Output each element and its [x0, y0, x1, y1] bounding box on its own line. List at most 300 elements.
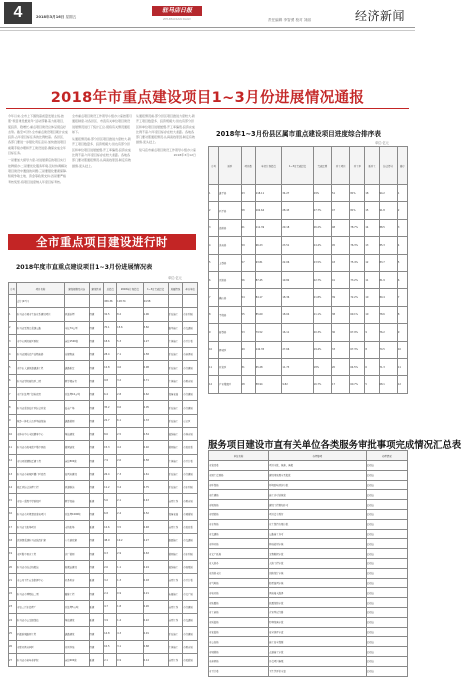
table-cell: 9: [209, 324, 219, 341]
table-cell: 11: [209, 358, 219, 375]
table-cell: 供电接入服务: [269, 588, 367, 598]
table-cell: 16: [9, 507, 17, 520]
table-cell: 11: [397, 358, 407, 375]
table-header-row: [9, 283, 198, 295]
table-cell: 八车道改建: [64, 534, 89, 547]
table-cell: 13: [9, 467, 17, 480]
column-header: 1~3月完成投资: [282, 147, 313, 185]
table-cell: 市污水处理厂提标改造: [17, 388, 65, 401]
table-cell: 33: [332, 341, 350, 358]
table-cell: 6: [9, 374, 17, 387]
table-cell: 正在施工: [168, 361, 183, 374]
table-cell: 驻马店高铁站片区综合开发: [17, 401, 65, 414]
table-cell: 3.2: [104, 574, 117, 587]
table-cell: 正在施工: [168, 627, 183, 640]
table-cell: 已办结: [366, 480, 407, 490]
table-row: [9, 374, 198, 387]
table-cell: 9: [397, 324, 407, 341]
table-cell: 市电业局: [209, 588, 269, 598]
column-header: 总投资: [104, 283, 117, 295]
table-cell: 续建: [89, 348, 104, 361]
table-cell: 新建: [89, 494, 104, 507]
table-cell: 消防设计审核: [269, 568, 367, 578]
table-cell: 已办结: [366, 509, 407, 519]
column-header: 开工率: [350, 147, 365, 185]
table-cell: 市卫计委: [183, 574, 198, 587]
table-cell: 市质监局: [209, 617, 269, 627]
table-cell: 22.06: [282, 254, 313, 271]
table-cell: 34.27: [282, 185, 313, 202]
table-cell: 正在施工: [168, 348, 183, 361]
table-cell: 12: [9, 454, 17, 467]
table-cell: 7: [9, 388, 17, 401]
table-row: [209, 185, 408, 202]
table-cell: 布展施工: [168, 587, 183, 600]
table-cell: [89, 295, 104, 308]
table-cell: 13: [365, 237, 379, 254]
table-cell: 市公共卫生应急指挥中心: [17, 574, 65, 587]
table-cell: 新建: [89, 574, 104, 587]
table-cell: 市商务局: [183, 348, 198, 361]
table-cell: 已办结: [366, 598, 407, 608]
table-row: [209, 219, 408, 236]
table-cell: 91.8: [379, 202, 397, 219]
table-cell: 驻马店市老城区棚户区改造: [17, 467, 65, 480]
table-cell: 0.18: [143, 574, 168, 587]
table-cell: 外资项目备案: [269, 656, 367, 666]
table-cell: 市国土资源局: [209, 470, 269, 480]
table-cell: 28: [241, 376, 255, 393]
table-cell: 已办结: [366, 461, 407, 471]
table-cell: 56: [241, 271, 255, 288]
table-cell: 15.3: [104, 441, 117, 454]
table-cell: 装饰施工: [168, 427, 183, 440]
table-cell: 0.24: [143, 560, 168, 573]
table-cell: 58.94: [255, 376, 282, 393]
table-cell: 12: [209, 376, 219, 393]
table-cell: 项目资金拨付: [269, 509, 367, 519]
table-cell: 市中心医院新区医院: [17, 334, 65, 347]
table-cell: 12: [397, 376, 407, 393]
table-cell: 7.1: [117, 348, 143, 361]
table-cell: 市地震局: [209, 598, 269, 608]
table-cell: 31: [241, 358, 255, 375]
table-row: [9, 560, 198, 573]
table-cell: 11: [9, 441, 17, 454]
table-cell: 11.73: [282, 358, 313, 375]
table-row: [9, 574, 198, 587]
table-cell: 22.7: [104, 414, 117, 427]
table-row: [209, 637, 408, 647]
table-cell: 7.3: [117, 467, 143, 480]
table-row: [9, 547, 198, 560]
table-row: [209, 656, 408, 666]
table-cell: 1.33: [143, 414, 168, 427]
table-cell: 3.5: [117, 521, 143, 534]
table-cell: 39: [332, 289, 350, 306]
table-cell: 西平县: [219, 202, 242, 219]
newspaper-logo-sub: ZHUMADIAN DAILY: [163, 17, 191, 21]
table-cell: 72.2%: [350, 289, 365, 306]
table-cell: 15: [365, 202, 379, 219]
table-cell: 已办结: [366, 500, 407, 510]
column-header: 新开工: [365, 147, 379, 185]
table-cell: 续建: [89, 547, 104, 560]
table-row: [9, 494, 198, 507]
table-cell: 74.5: [379, 341, 397, 358]
table-cell: 续建: [89, 507, 104, 520]
city-table-title: 2018年度市直重点建设项目1~3月份进展情况表: [16, 264, 153, 271]
table-cell: 11.2: [104, 481, 117, 494]
table-row: [9, 627, 198, 640]
table-cell: 续建: [89, 467, 104, 480]
table-cell: 路面施工: [168, 534, 183, 547]
table-cell: 水厂管网: [64, 547, 89, 560]
table-cell: 2: [397, 202, 407, 219]
table-cell: 市交通局: [183, 614, 198, 627]
table-cell: 已办结: [366, 627, 407, 637]
table-cell: 驻马店市城市生态水系建设项目: [17, 308, 65, 321]
table-cell: 驻马店学院新校区二期: [17, 374, 65, 387]
table-cell: 2.9: [117, 547, 143, 560]
table-cell: 2.4: [104, 587, 117, 600]
table-cell: 抗震设防审批: [269, 598, 367, 608]
main-headline: 2018年市重点建设项目1~3月份进展情况通报: [50, 89, 365, 106]
table-cell: 已办结: [366, 549, 407, 559]
table-row: [209, 519, 408, 529]
table-cell: 安置房建设: [64, 467, 89, 480]
table-cell: 续建: [89, 441, 104, 454]
newspaper-logo: 驻马店日报: [152, 6, 202, 16]
table-cell: 安全条件审查: [269, 627, 367, 637]
table-cell: 58: [241, 202, 255, 219]
table-cell: 0.9: [117, 587, 143, 600]
table-cell: 24.4%: [313, 237, 331, 254]
table-cell: 36: [332, 324, 350, 341]
table-cell: 开发区: [219, 358, 242, 375]
table-cell: 项目审批、核准、备案: [269, 461, 367, 471]
column-header: 项目数: [241, 147, 255, 185]
table-cell: 续建: [89, 361, 104, 374]
table-row: [209, 617, 408, 627]
table-cell: 驻马店市博物馆二期: [17, 587, 65, 600]
table-cell: 市城管局: [209, 647, 269, 657]
table-cell: 2.5: [117, 427, 143, 440]
table-cell: 市财政局: [209, 509, 269, 519]
table-row: [209, 289, 408, 306]
section-title: 经济新闻: [354, 9, 405, 23]
table-cell: 0.75: [143, 481, 168, 494]
table-cell: 场站建设: [64, 614, 89, 627]
table-cell: 6.4: [104, 388, 117, 401]
table-cell: 16.11: [282, 324, 313, 341]
table-cell: 前期工作: [168, 574, 183, 587]
table-cell: 续建: [89, 640, 104, 653]
table-cell: 93.81: [255, 254, 282, 271]
table-cell: 已办结: [366, 490, 407, 500]
table-cell: 教学设施: [64, 494, 89, 507]
table-cell: 市环保局: [209, 480, 269, 490]
table-cell: 驿城区: [219, 341, 242, 358]
table-cell: 正在施工: [168, 308, 183, 321]
service-table-title: 服务项目建设市直有关单位各类服务审批事项完成情况汇总表: [208, 440, 461, 451]
table-row: [209, 358, 408, 375]
table-cell: 主体施工: [168, 454, 183, 467]
table-cell: 续建: [89, 401, 104, 414]
table-row: [9, 441, 198, 454]
table-row: [9, 427, 198, 440]
county-ranking-table: [208, 146, 408, 394]
table-cell: 站前广场: [64, 401, 89, 414]
table-cell: 21: [9, 574, 17, 587]
table-cell: 0.21: [143, 587, 168, 600]
table-cell: 20: [332, 358, 350, 375]
table-cell: 59: [241, 237, 255, 254]
table-cell: 5: [365, 376, 379, 393]
table-cell: 市第三污水处理厂: [17, 600, 65, 613]
table-cell: 10: [365, 289, 379, 306]
table-cell: 市林业局: [209, 539, 269, 549]
table-cell: 2.1: [104, 654, 117, 667]
table-cell: 市水利局: [183, 308, 198, 321]
table-cell: 西部新城路网工程: [17, 627, 65, 640]
table-cell: 14.8: [104, 627, 117, 640]
table-cell: 防雷装置审核: [269, 578, 367, 588]
table-cell: 0.9: [117, 654, 143, 667]
table-cell: 10: [365, 306, 379, 323]
table-cell: 0.22: [143, 614, 168, 627]
table-cell: 73.2%: [350, 271, 365, 288]
table-cell: 0.63: [143, 547, 168, 560]
table-cell: 57: [241, 254, 255, 271]
table-cell: 市教育局: [183, 494, 198, 507]
table-cell: 23.51: [282, 237, 313, 254]
table-cell: 9: [365, 324, 379, 341]
column-header: 进展情况: [168, 283, 183, 295]
table-cell: 0.48: [143, 521, 168, 534]
table-cell: 市商务局: [209, 656, 269, 666]
table-row: [9, 414, 198, 427]
table-cell: 64.5%: [350, 358, 365, 375]
table-row: [9, 654, 198, 667]
table-cell: 18%: [313, 358, 331, 375]
table-cell: 正在施工: [168, 467, 183, 480]
table-cell: 河道治理: [64, 308, 89, 321]
table-cell: 0.92: [143, 441, 168, 454]
table-cell: 0.14: [143, 654, 168, 667]
table-cell: 建设用地预审及报批: [269, 470, 367, 480]
table-cell: 市交通局: [183, 534, 198, 547]
table-cell: 前期工作: [168, 614, 183, 627]
table-cell: [183, 295, 198, 308]
table-cell: 汝南县: [219, 237, 242, 254]
table-row: [209, 237, 408, 254]
column-header: 序号: [9, 283, 17, 295]
table-cell: 6: [209, 271, 219, 288]
table-cell: 8: [209, 306, 219, 323]
table-cell: 10: [9, 427, 17, 440]
table-cell: 2.27: [143, 534, 168, 547]
table-cell: 9.3: [104, 547, 117, 560]
table-cell: 0.98: [143, 361, 168, 374]
table-cell: 85.3: [379, 237, 397, 254]
table-cell: 市住建局: [183, 600, 198, 613]
table-cell: 16.7%: [313, 376, 331, 393]
column-header: 单位名称: [209, 451, 269, 461]
table-cell: 10: [397, 341, 407, 358]
table-cell: 京港澳高速驻马店段改扩建: [17, 534, 65, 547]
table-cell: 驻马店飞机场项目: [17, 521, 65, 534]
table-cell: [64, 295, 89, 308]
table-cell: 市水利局: [183, 481, 198, 494]
column-header: 办理情况: [366, 451, 407, 461]
table-cell: 道路管网: [64, 414, 89, 427]
table-row: [209, 529, 408, 539]
column-header: 排序: [397, 147, 407, 185]
table-cell: 驻马店市综合档案馆: [17, 560, 65, 573]
table-cell: 2.1: [117, 494, 143, 507]
table-row: [209, 666, 408, 676]
table-cell: 18.04: [282, 306, 313, 323]
table-cell: 3.82: [143, 321, 168, 334]
table-cell: 1.96: [143, 308, 168, 321]
table-cell: 前期工作: [168, 521, 183, 534]
table-cell: 市第一高级中学新校区: [17, 494, 65, 507]
table-row: [9, 388, 198, 401]
table-row: [209, 539, 408, 549]
page-number: 4: [4, 2, 32, 24]
table-row: [209, 470, 408, 480]
intro-paragraph: 从通报情况看,部分县区项目推进力度较大,新开工项目数量多、投资规模大;但也有部分县区和单位项目进展缓慢,开工率偏低,投资完成比例不高,与年度目标存在较大差距。各地各部门要对照通报情况,认真查找原因,制定有效措施,迎头赶上。: [136, 114, 195, 145]
intro-column-middle: [72, 114, 132, 230]
table-cell: 65.28: [255, 358, 282, 375]
table-cell: 市文广局: [183, 587, 198, 600]
table-cell: 8: [9, 401, 17, 414]
table-cell: 8.2: [117, 308, 143, 321]
column-header: 办理事项: [269, 451, 367, 461]
table-cell: 81.9: [379, 271, 397, 288]
table-cell: 54: [241, 289, 255, 306]
table-cell: 日处理1000吨: [64, 507, 89, 520]
table-row: [9, 308, 198, 321]
table-cell: 5.6: [104, 494, 117, 507]
table-cell: 平舆县: [219, 306, 242, 323]
table-cell: 业务用房: [64, 574, 89, 587]
table-cell: 51: [332, 185, 350, 202]
table-cell: 27: [9, 654, 17, 667]
table-cell: 0.54: [143, 427, 168, 440]
table-cell: 仓储物流: [64, 348, 89, 361]
table-cell: 29.18: [282, 219, 313, 236]
table-cell: 17: [9, 521, 17, 534]
intro-paragraph: 从通报情况看,部分县区项目推进力度较大,新开工项目数量多、投资规模大;但也有部分县区和单位项目进展缓慢,开工率偏低,投资完成比例不高,与年度目标存在较大差距。各地各部门要对照通报情况,认真查找原因,制定有效措施,迎头赶上。: [72, 137, 131, 168]
table-row: [9, 507, 198, 520]
table-cell: 76.2: [379, 324, 397, 341]
table-cell: 占道施工审批: [269, 647, 367, 657]
table-cell: 28.43: [282, 202, 313, 219]
table-cell: 20: [9, 560, 17, 573]
table-cell: 市民政局: [183, 654, 198, 667]
table-cell: 4: [209, 237, 219, 254]
table-cell: 市住建局: [183, 401, 198, 414]
table-cell: 续建: [89, 334, 104, 347]
table-cell: 8: [365, 341, 379, 358]
table-cell: 市人防办: [209, 558, 269, 568]
table-cell: 已办结: [366, 656, 407, 666]
table-cell: 市发改委: [183, 441, 198, 454]
column-header: 建设性质: [89, 283, 104, 295]
table-cell: 市教育局: [183, 640, 198, 653]
issuer-signature: 驻马店市重点项目建设工作领导小组办公室: [138, 147, 196, 152]
table-row: [209, 578, 408, 588]
table-cell: 市住建局: [183, 388, 198, 401]
table-cell: 0.58: [143, 454, 168, 467]
table-cell: 80.4: [379, 289, 397, 306]
table-cell: 10.5: [104, 640, 117, 653]
table-cell: 正阳县: [219, 271, 242, 288]
table-cell: 练江河综合治理工程: [17, 481, 65, 494]
table-cell: 市水利局: [209, 519, 269, 529]
table-cell: 天中山大道快速通道工程: [17, 361, 65, 374]
table-cell: 1.4: [117, 614, 143, 627]
table-cell: 市住建局: [183, 361, 198, 374]
table-cell: 69.1%: [350, 306, 365, 323]
column-header: 年度计划投资: [255, 147, 282, 185]
table-cell: 日处理5万吨: [64, 600, 89, 613]
table-cell: 6: [365, 358, 379, 375]
table-cell: 4.3: [117, 627, 143, 640]
table-row: [9, 587, 198, 600]
table-header-row: [209, 147, 408, 185]
table-cell: 61: [241, 219, 255, 236]
table-cell: 3: [209, 219, 219, 236]
table-row: [209, 509, 408, 519]
table-cell: 驻马店市公交枢纽站: [17, 614, 65, 627]
table-cell: 新建: [89, 654, 104, 667]
weekday-text: 星期五: [65, 15, 77, 19]
table-cell: 4: [397, 237, 407, 254]
table-cell: 市安监局: [209, 627, 269, 637]
table-cell: 0.52: [143, 507, 168, 520]
table-cell: 前期工作: [168, 494, 183, 507]
table-cell: 市交通局: [209, 529, 269, 539]
table-cell: 场馆建设: [64, 427, 89, 440]
table-cell: 26: [9, 640, 17, 653]
table-row: [9, 600, 198, 613]
table-cell: 9.6: [117, 401, 143, 414]
table-cell: 32.5: [104, 308, 117, 321]
column-header: 建设规模及内容: [64, 283, 89, 295]
table-cell: 21.1%: [313, 306, 331, 323]
table-cell: 市职业教育园区: [17, 640, 65, 653]
table-cell: 管网施工: [168, 441, 183, 454]
table-cell: 上蔡县: [219, 254, 242, 271]
table-cell: 市工商局: [209, 607, 269, 617]
table-row: [9, 521, 198, 534]
table-cell: 4.7: [104, 600, 117, 613]
column-header: 综合得分: [379, 147, 397, 185]
table-cell: 合计(27个): [17, 295, 65, 308]
table-cell: 3.1: [117, 640, 143, 653]
table-cell: 15.6: [117, 321, 143, 334]
table-cell: 68.1: [379, 376, 397, 393]
table-cell: 7: [397, 289, 407, 306]
table-cell: 1.61: [143, 467, 168, 480]
table-row: [9, 534, 198, 547]
table-cell: 19.82: [282, 271, 313, 288]
table-cell: 22.7%: [313, 271, 331, 288]
table-cell: 驻马店市垃圾焚烧发电项目: [17, 507, 65, 520]
